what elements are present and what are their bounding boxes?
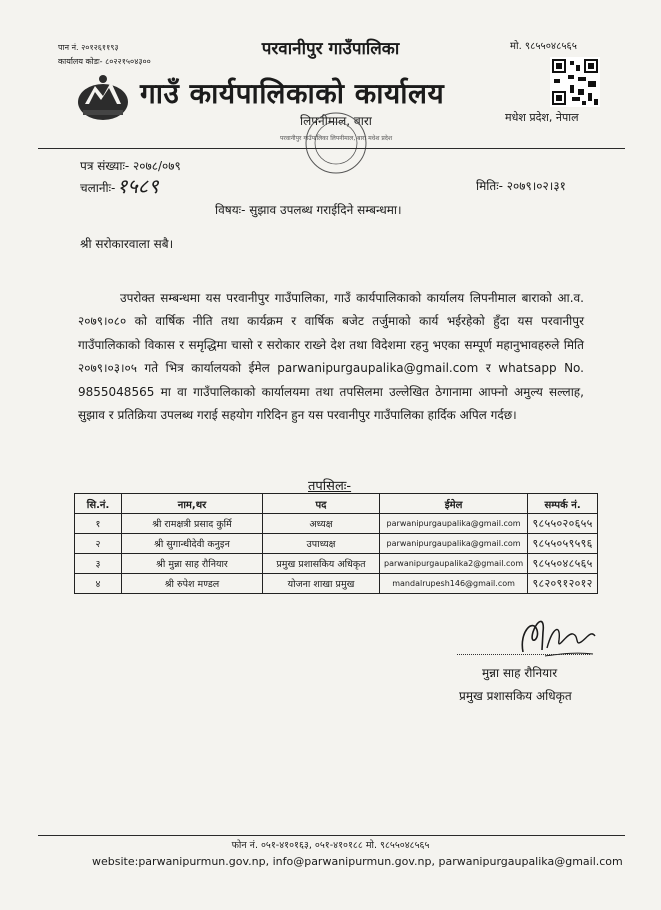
nepal-emblem-icon: [75, 74, 131, 122]
chalani-number: १५८९: [117, 174, 159, 198]
province: मधेश प्रदेश, नेपाल: [505, 111, 579, 124]
office-address: लिपनीमाल, बारा: [300, 114, 372, 128]
header-divider: [38, 148, 625, 149]
col-post: पद: [263, 494, 380, 514]
municipality-name: परवानीपुर गाउँपालिका: [261, 39, 400, 59]
footer-phones: फोन नं. ०५१-४१०१६३, ०५१-४१०१८८ मो. ९८५५०४८५६५: [231, 840, 430, 851]
row-email: parwanipurgaupalika@gmail.com: [380, 534, 528, 554]
col-email: ईमेल: [380, 494, 528, 514]
footer-divider: [38, 835, 625, 836]
footer-website: website:parwanipurmun.gov.np, info@parwanipurmun.gov.np, parwanipurgaupalika@gmail.com: [92, 855, 623, 868]
row-email: parwanipurgaupalika2@gmail.com: [380, 554, 528, 574]
row-sn: ३: [75, 554, 122, 574]
signature-icon: [515, 612, 599, 668]
row-phone: ९८५५०४८५६५: [528, 554, 598, 574]
pan-number: पान नं. २०१२६११९३: [58, 43, 119, 52]
row-phone: ९८५५०२०६५५: [528, 514, 598, 534]
signatory-designation: प्रमुख प्रशासकिय अधिकृत: [459, 689, 572, 703]
table-row: [75, 554, 598, 574]
row-phone: ९८२०९१२०१२: [528, 574, 598, 594]
contacts-table: [74, 493, 598, 594]
office-stamp-icon: [279, 110, 393, 176]
table-row: [75, 514, 598, 534]
letter-body: उपरोक्त सम्बन्धमा यस परवानीपुर गाउँपालिका, गाउँ कार्यपालिकाको कार्यालय लिपनीमाल बाराको आ.व. २०७९।०८० को वार्षिक नीति तथा कार्यक्रम र वार्षिक बजेट तर्जुमाको कार्य भईरहेको हुँदा यस परवानीपुर गाउँपालिकाको विकास र समृद्धिमा चासो र सरोकार राख्ने देश तथा विदेशमा रहनु भएका सम्पूर्ण महानुभावहरुले मिति २०७९।०३।०५ गते भित्र कार्यालयको ईमेल parwanipurgaupalika@gmail.com र whatsapp No. 9855048565 मा वा गाउँपालिकाको कार्यालयमा तथा तपसिलमा उल्लेखित ठेगानामा आफ्नो अमुल्य सल्लाह, सुझाव र प्रतिक्रिया उपलब्ध गराई सहयोग गरिदिन हुन यस परवानीपुर गाउँपालिका हार्दिक अपिल गर्दछ।: [78, 291, 584, 423]
col-name: नाम,थर: [122, 494, 263, 514]
row-sn: २: [75, 534, 122, 554]
col-sn: सि.नं.: [75, 494, 122, 514]
tapasil-heading: तपसिलः-: [308, 479, 352, 494]
row-name: श्री मुन्ना साह रौनियार: [122, 554, 263, 574]
signatory-name: मुन्ना साह रौनियार: [482, 666, 558, 680]
row-post: प्रमुख प्रशासकिय अधिकृत: [263, 554, 380, 574]
table-row: [75, 534, 598, 554]
qr-code-icon: [550, 57, 600, 107]
letter-date: मितिः- २०७९।०२।३१: [476, 179, 566, 193]
chalani-label: चलानीः-: [80, 181, 116, 195]
row-name: श्री सुगान्धीदेवी कनुइन: [122, 534, 263, 554]
row-sn: १: [75, 514, 122, 534]
row-name: श्री रुपेश मण्डल: [122, 574, 263, 594]
row-post: अध्यक्ष: [263, 514, 380, 534]
row-email: parwanipurgaupalika@gmail.com: [380, 514, 528, 534]
salutation: श्री सरोकारवाला सबै।: [80, 237, 174, 251]
row-post: उपाध्यक्ष: [263, 534, 380, 554]
table-row: [75, 574, 598, 594]
table-header-row: [75, 494, 598, 514]
letter-number: पत्र संख्याः- २०७८/०७९: [80, 159, 181, 173]
letter-subject: विषयः- सुझाव उपलब्ध गराईदिने सम्बन्धमा।: [215, 203, 402, 217]
row-email: mandalrupesh146@gmail.com: [380, 574, 528, 594]
col-contact: सम्पर्क नं.: [528, 494, 598, 514]
row-sn: ४: [75, 574, 122, 594]
office-title: गाउँ कार्यपालिकाको कार्यालय: [140, 77, 445, 110]
row-name: श्री रामक्षत्री प्रसाद कुर्मि: [122, 514, 263, 534]
header-mobile: मो. ९८५५०४८५६५: [510, 41, 577, 52]
stamp-text: परवानीपुर गाउँपालिका लिपनीमाल, बारा मधेश प्रदेश: [279, 135, 393, 142]
row-phone: ९८५५०५९५९६: [528, 534, 598, 554]
signature-line: [457, 654, 590, 655]
office-code: कार्यालय कोडः- ८०२२१५०४३००: [58, 57, 151, 66]
row-post: योजना शाखा प्रमुख: [263, 574, 380, 594]
